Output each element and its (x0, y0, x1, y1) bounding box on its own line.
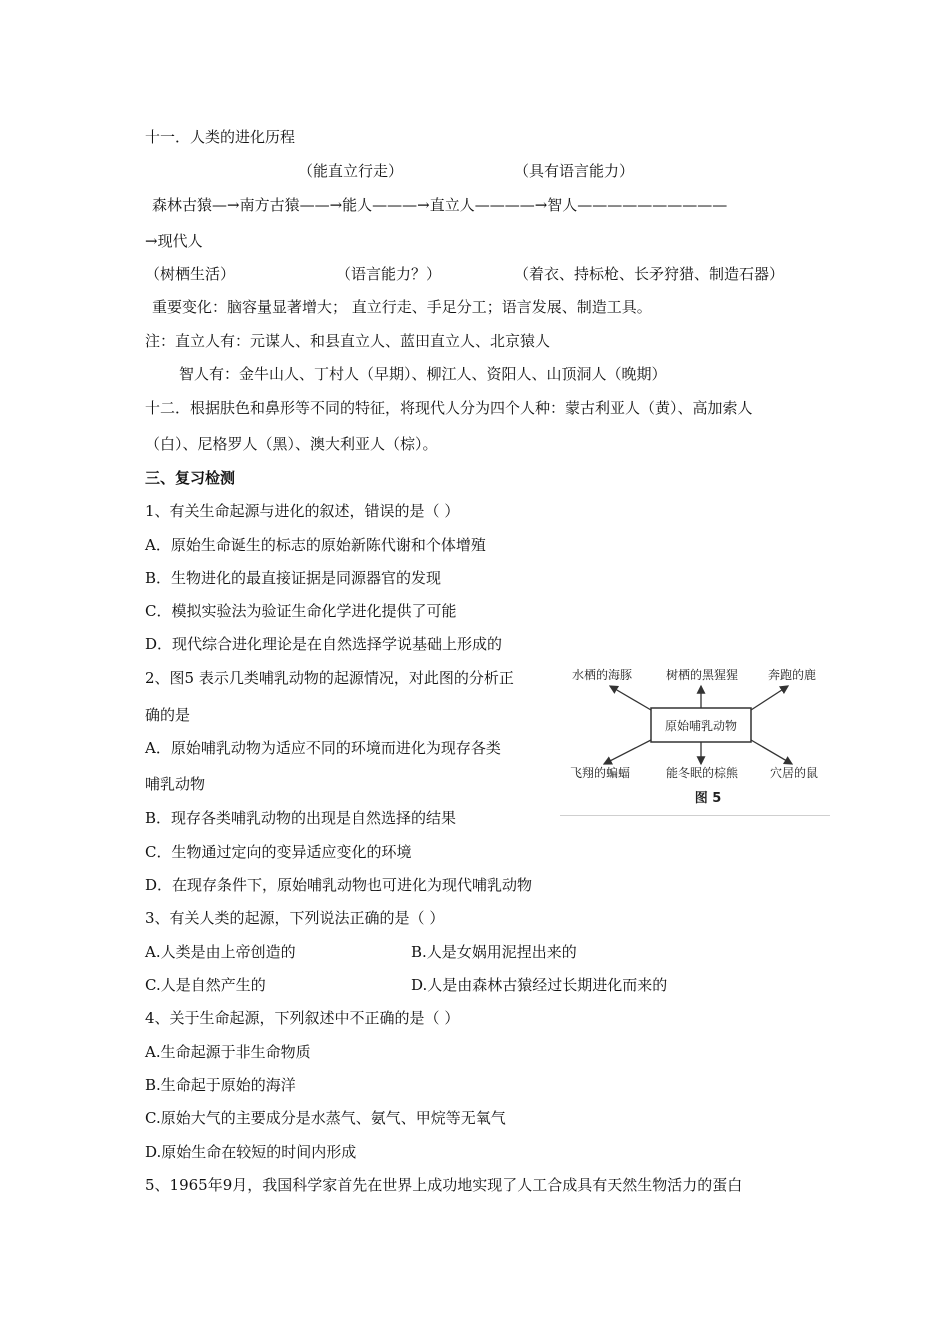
q1-option-b: B．生物进化的最直接证据是同源器官的发现 (145, 569, 442, 587)
figure5-diagram (560, 660, 830, 816)
note-upright: （能直立行走） (298, 162, 404, 180)
q1-option-c: C．模拟实验法为验证生命化学进化提供了可能 (145, 602, 457, 620)
q3-stem: 3、有关人类的起源，下列说法正确的是（ ） (145, 909, 445, 927)
note-clothing-tools: （着衣、持标枪、长矛狩猎、制造石器） (514, 265, 785, 283)
q1-stem: 1、有关生命起源与进化的叙述，错误的是（ ） (145, 502, 460, 520)
label-deer: 奔跑的鹿 (767, 668, 817, 682)
arrow-bat (604, 740, 651, 764)
important-changes: 重要变化：脑容量显著增大； 直立行走、手足分工；语言发展、制造工具。 (152, 298, 652, 316)
q3-option-d: D.人是由森林古猿经过长期进化而来的 (411, 976, 668, 994)
label-chimpanzee: 树栖的黑猩猩 (665, 668, 739, 682)
q2-option-c: C．生物通过定向的变异适应变化的环境 (145, 843, 412, 861)
section12-line2: （白）、尼格罗人（黑）、澳大利亚人（棕）。 (145, 435, 438, 453)
q4-option-b: B.生命起于原始的海洋 (145, 1076, 296, 1094)
evolution-chain-tail: →现代人 (145, 232, 203, 250)
q5-stem: 5、1965年9月，我国科学家首先在世界上成功地实现了人工合成具有天然生物活力的蛋白 (145, 1176, 743, 1194)
section11-title: 十一．人类的进化历程 (145, 128, 296, 146)
note-language-question: （语言能力？） (336, 265, 442, 283)
evolution-chain: 森林古猿—→南方古猿——→能人———→直立人————→智人—————————— (152, 196, 728, 214)
q1-option-d: D．现代综合进化理论是在自然选择学说基础上形成的 (145, 635, 503, 653)
section12-line1: 十二．根据肤色和鼻形等不同的特征，将现代人分为四个人种：蒙古利亚人（黄）、高加索人 (145, 399, 753, 417)
note-homo-sapiens: 智人有：金牛山人、丁村人（早期）、柳江人、资阳人、山顶洞人（晚期） (179, 365, 667, 383)
note-homo-erectus: 注：直立人有：元谋人、和县直立人、蓝田直立人、北京猿人 (145, 332, 551, 350)
label-bat: 飞翔的蝙蝠 (569, 766, 631, 780)
center-label: 原始哺乳动物 (664, 719, 738, 733)
q4-option-c: C.原始大气的主要成分是水蒸气、氨气、甲烷等无氧气 (145, 1109, 506, 1127)
q3-option-b: B.人是女娲用泥捏出来的 (411, 943, 577, 961)
q4-option-d: D.原始生命在较短的时间内形成 (145, 1143, 357, 1161)
q4-option-a: A.生命起源于非生命物质 (145, 1043, 311, 1061)
q1-option-a: A．原始生命诞生的标志的原始新陈代谢和个体增殖 (145, 536, 486, 554)
note-language: （具有语言能力） (514, 162, 635, 180)
q2-option-a-line1: A．原始哺乳动物为适应不同的环境而进化为现存各类 (145, 739, 501, 757)
q2-stem-line2: 确的是 (145, 706, 191, 724)
q2-stem-line1: 2、图5 表示几类哺乳动物的起源情况，对此图的分析正 (145, 669, 514, 687)
note-tree-dwelling: （树栖生活） (145, 265, 236, 283)
q2-option-b: B．现存各类哺乳动物的出现是自然选择的结果 (145, 809, 457, 827)
q3-option-c: C.人是自然产生的 (145, 976, 266, 994)
figure-caption: 图 5 (694, 791, 722, 806)
label-bear: 能冬眠的棕熊 (665, 766, 739, 780)
figure-divider (560, 815, 830, 816)
q3-option-a: A.人类是由上帝创造的 (145, 943, 296, 961)
label-dolphin: 水栖的海豚 (571, 668, 633, 682)
review-heading: 三、复习检测 (145, 469, 236, 487)
arrow-dolphin (610, 686, 651, 710)
arrow-deer (751, 686, 788, 710)
q4-stem: 4、关于生命起源，下列叙述中不正确的是（ ） (145, 1009, 460, 1027)
label-mouse: 穴居的鼠 (769, 766, 819, 780)
q2-option-d: D．在现存条件下，原始哺乳动物也可进化为现代哺乳动物 (145, 876, 533, 894)
q2-option-a-line2: 哺乳动物 (145, 775, 206, 793)
arrow-mouse (751, 740, 792, 764)
